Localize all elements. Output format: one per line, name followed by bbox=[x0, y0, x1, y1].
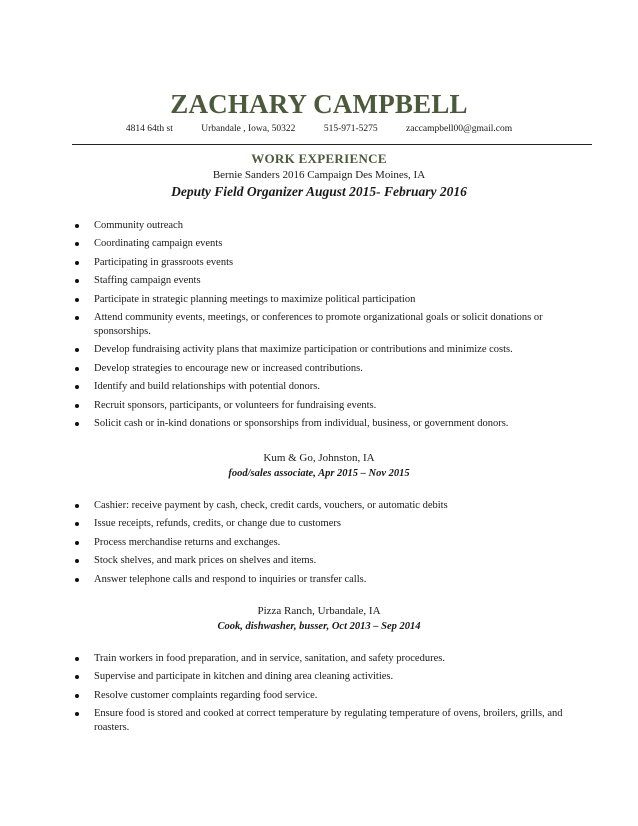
list-item: Solicit cash or in-kind donations or sponsorships from individual, business, or government donors. bbox=[72, 417, 582, 431]
contact-phone: 515-971-5275 bbox=[323, 124, 378, 134]
job-duties-list bbox=[72, 499, 582, 591]
list-item: Attend community events, meetings, or conferences to promote organizational goals or solicit donations or sponsorships. bbox=[72, 311, 582, 339]
list-item: Cashier: receive payment by cash, check, credit cards, vouchers, or automatic debits bbox=[72, 499, 582, 513]
list-item: Community outreach bbox=[72, 219, 582, 233]
list-item: Coordinating campaign events bbox=[72, 237, 582, 251]
list-item: Train workers in food preparation, and in service, sanitation, and safety procedures. bbox=[72, 652, 582, 666]
contact-city: Urbandale , Iowa, 50322 bbox=[201, 124, 296, 134]
job-role: food/sales associate, Apr 2015 – Nov 2015 bbox=[228, 468, 410, 479]
list-item: Supervise and participate in kitchen and dining area cleaning activities. bbox=[72, 670, 582, 684]
list-item: Issue receipts, refunds, credits, or change due to customers bbox=[72, 517, 582, 531]
job-role: Deputy Field Organizer August 2015- February 2016 bbox=[171, 184, 467, 199]
contact-line bbox=[0, 123, 638, 135]
contact-address: 4814 64th st bbox=[125, 124, 173, 134]
contact-email: zaccampbell00@gmail.com bbox=[406, 124, 513, 134]
candidate-name: ZACHARY CAMPBELL bbox=[170, 89, 468, 119]
list-item: Participate in strategic planning meetings to maximize political participation bbox=[72, 293, 582, 307]
job-employer: Pizza Ranch, Urbandale, IA bbox=[257, 605, 381, 617]
list-item: Participating in grassroots events bbox=[72, 256, 582, 270]
job-duties-list bbox=[72, 219, 582, 435]
job-employer: Kum & Go, Johnston, IA bbox=[263, 452, 375, 464]
job-role: Cook, dishwasher, busser, Oct 2013 – Sep 2014 bbox=[217, 621, 421, 632]
list-item: Resolve customer complaints regarding food service. bbox=[72, 689, 582, 703]
header-divider bbox=[72, 144, 592, 145]
section-heading-work-experience: WORK EXPERIENCE bbox=[251, 151, 387, 166]
list-item: Stock shelves, and mark prices on shelves and items. bbox=[72, 554, 582, 568]
list-item: Ensure food is stored and cooked at correct temperature by regulating temperature of ovens, broilers, grills, and roasters. bbox=[72, 707, 582, 735]
list-item: Develop fundraising activity plans that maximize participation or contributions and minimize costs. bbox=[72, 343, 582, 357]
list-item: Recruit sponsors, participants, or volunteers for fundraising events. bbox=[72, 399, 582, 413]
job-duties-list bbox=[72, 652, 582, 740]
list-item: Process merchandise returns and exchanges. bbox=[72, 536, 582, 550]
list-item: Staffing campaign events bbox=[72, 274, 582, 288]
list-item: Develop strategies to encourage new or increased contributions. bbox=[72, 362, 582, 376]
job-employer: Bernie Sanders 2016 Campaign Des Moines, IA bbox=[212, 169, 426, 181]
list-item: Answer telephone calls and respond to inquiries or transfer calls. bbox=[72, 573, 582, 587]
list-item: Identify and build relationships with potential donors. bbox=[72, 380, 582, 394]
